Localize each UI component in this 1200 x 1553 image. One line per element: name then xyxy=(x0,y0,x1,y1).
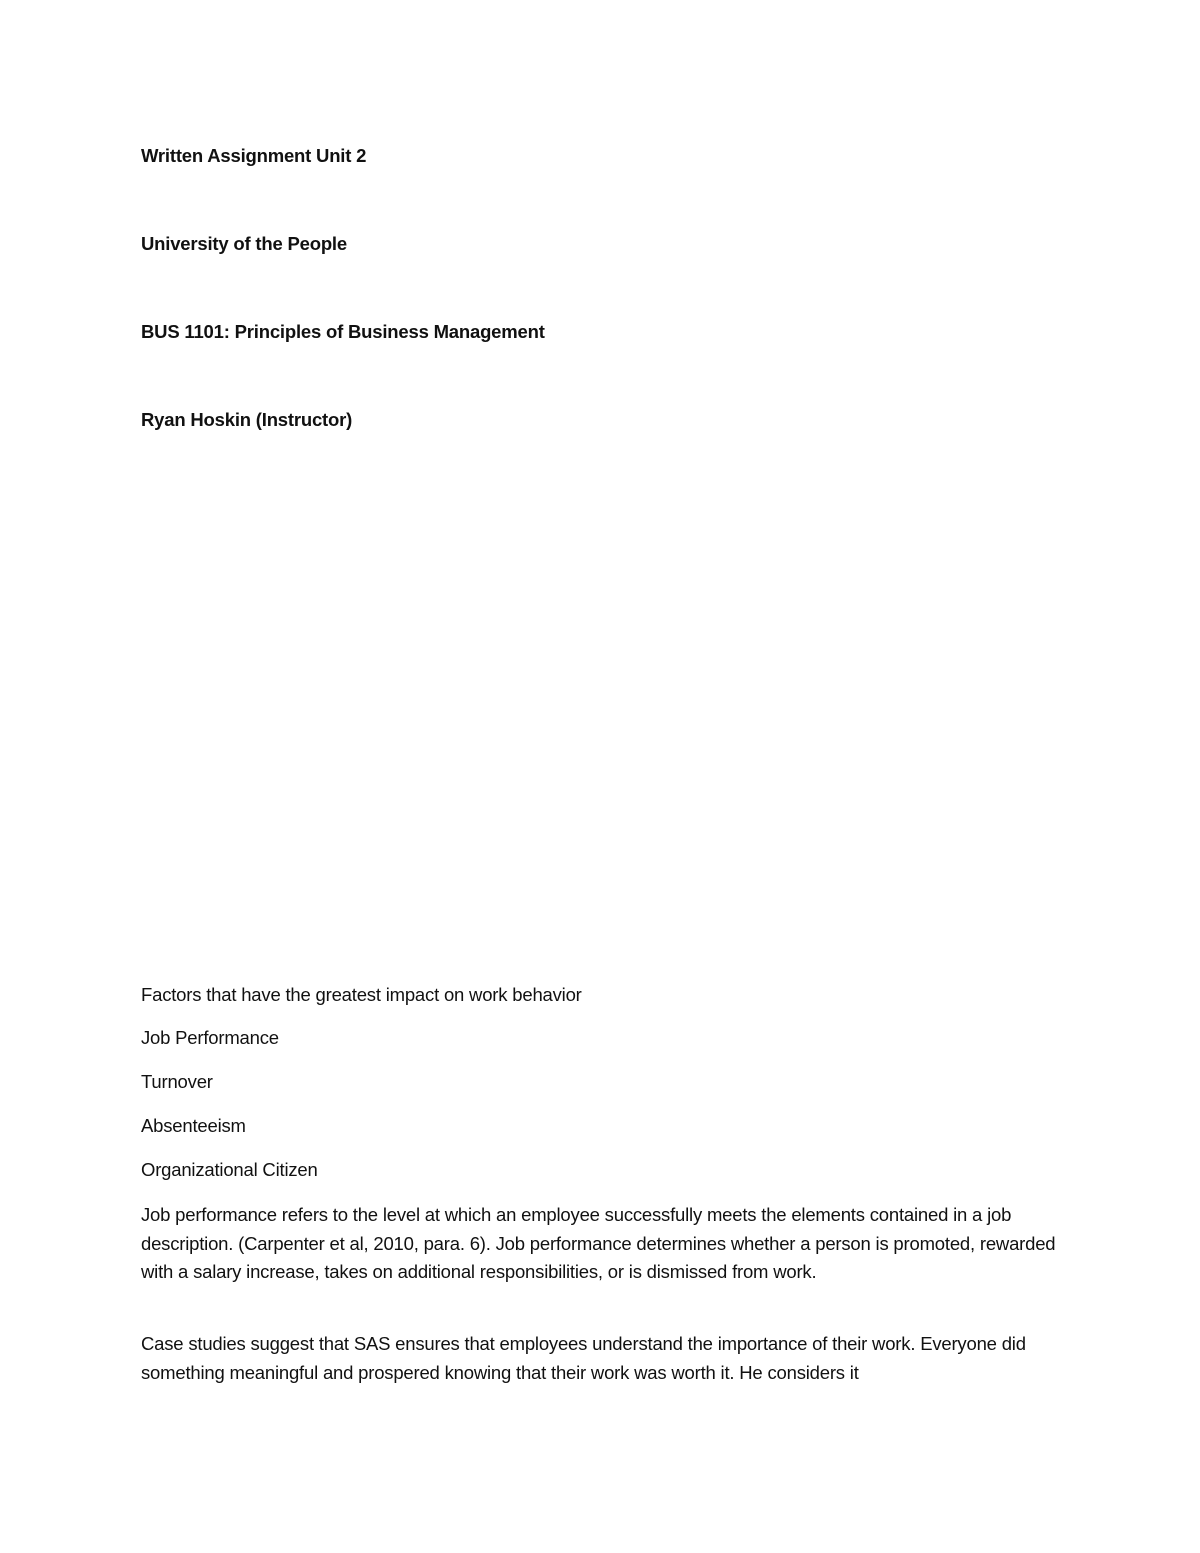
factor-item: Organizational Citizen xyxy=(141,1159,318,1180)
body-paragraph: Case studies suggest that SAS ensures that employees understand the importance of their work. Everyone did something meaningful and prospered knowing that their work was worth it. He considers it xyxy=(141,1333,1026,1383)
factor-item: Job Performance xyxy=(141,1027,279,1048)
section-heading: Factors that have the greatest impact on work behavior xyxy=(141,984,582,1005)
factor-item: Absenteeism xyxy=(141,1115,246,1136)
university-name: University of the People xyxy=(141,233,347,254)
factor-item: Turnover xyxy=(141,1071,213,1092)
document-title: Written Assignment Unit 2 xyxy=(141,145,367,166)
course-name: BUS 1101: Principles of Business Management xyxy=(141,321,545,342)
body-paragraph: Job performance refers to the level at which an employee successfully meets the elements contained in a job description. (Carpenter et al, 2010, para. 6). Job performance determines whether a person is promoted, rewarded with a salary increase, takes on additional responsibilities, or is dismissed from work. xyxy=(141,1204,1056,1282)
instructor-name: Ryan Hoskin (Instructor) xyxy=(141,409,353,430)
